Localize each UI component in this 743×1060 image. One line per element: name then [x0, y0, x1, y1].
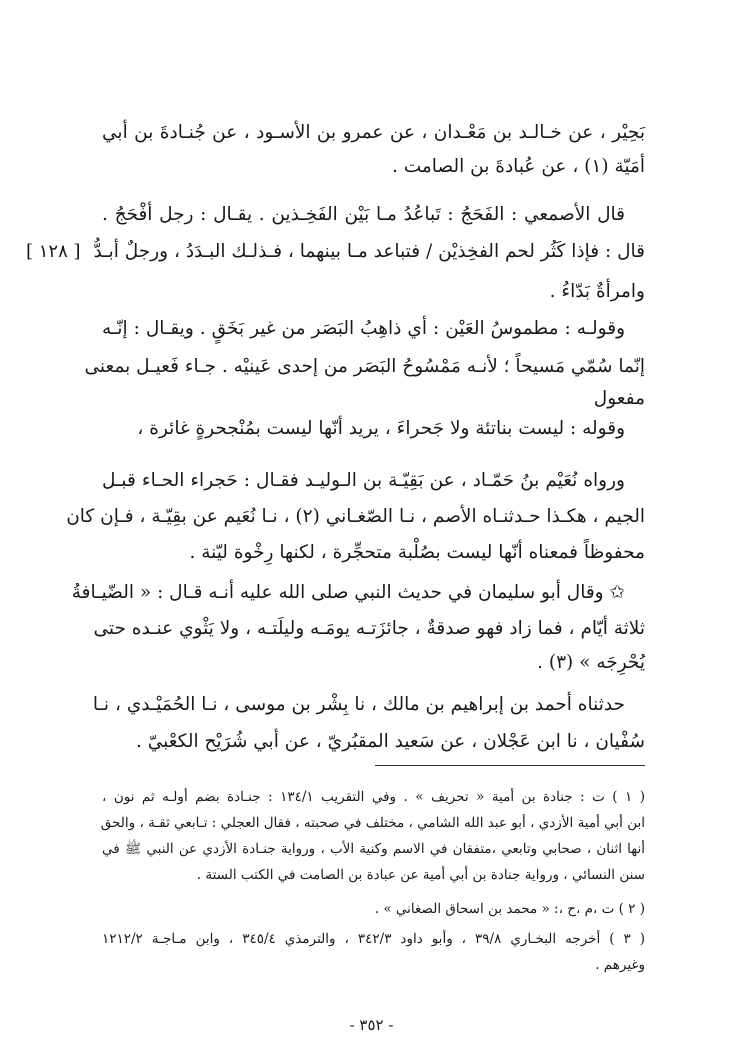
body-line: حدثناه أحمد بن إبراهيم بن مالك ، نا بِشْر بن موسى ، نـا الحُمَيْـدي ، نـا — [92, 694, 625, 715]
footnote-line: ( ٢ ) ت ،م ،ح ،: « محمد بن اسحاق الصغاني » . — [374, 901, 645, 917]
footnote-line: ( ١ ) ت : جنادة بن أمية « تحريف » . وفي التقريب ١٣٤/١ : جنـادة بضم أولـه ثم نون ، — [102, 789, 646, 805]
footnote-line: ابن أبي أمية الأزدي ، أبو عبد الله الشامي ، مختلف في صحبته ، فقال العجلي : تـابعي ثقـة ، والحق — [100, 815, 645, 831]
footnote-line: سنن النسائي ، ورواية جنادة بن أبي أمية عن عبادة بن الصامت في الكتب الستة . — [196, 867, 645, 883]
body-line: قال الأصمعي : الفَحَجُ : تَباعُدُ مـا بَيْن الفَخِـذين . يقـال : رجل أفْحَجُ . — [102, 204, 625, 225]
body-line: يُحْرِجَه » (٣) . — [537, 652, 645, 673]
body-line: إنّما سُمّي مَسيحاً ؛ لأنـه مَمْسُوحُ البَصَر من إحدى عَينيْه . جـاء فَعيـل بمعنى — [84, 356, 645, 377]
body-line: سُفْيان ، نا ابن عَجْلان ، عن سَعيد المقبُريّ ، عن أبي شُرَيْح الكعْبيّ . — [135, 731, 645, 752]
footnote-line: أنها اثنان ، صحابي وتابعي ،متفقان في الاسم وكنية الأب ، ورواية جنـادة الأزدي عن النبي ﷺ في — [102, 841, 645, 857]
body-line: محفوظاً فمعناه أنّها ليست بصُلْبة متحجِّرة ، لكنها رِخْوة ليّنة . — [189, 542, 645, 563]
body-line: وقوله : ليست بناتئة ولا جَحراءَ ، يريد أنّها ليست بمُنْجحرةٍ غائرة ، — [137, 418, 625, 439]
body-line: وامرأةٌ بَدّاءُ . — [549, 281, 645, 302]
footnote-separator — [375, 765, 645, 766]
body-line: الجيم ، هكـذا حـدثنـاه الأصم ، نـا الصّغـاني (٢) ، نـا نُعَيم عن بقِيّـة ، فـإن كان — [66, 506, 645, 527]
body-line: أمَيّة (١) ، عن عُبادةَ بن الصامت . — [391, 156, 645, 177]
body-line: وقولـه : مطموسُ العَيْن : أي ذاهِبُ البَصَر من غير بَخَقٍ . ويقـال : إنّـه — [102, 318, 625, 339]
page-number: - ٣٥٢ - — [349, 1016, 394, 1034]
margin-page-marker: [ ١٢٨ ] — [26, 241, 81, 262]
body-line: ثلاثة أيّام ، فما زاد فهو صدقةٌ ، جائزَتـه يومَـه وليلَتـه ، ولا يَثْوي عنـده حتى — [93, 618, 645, 639]
body-line: ورواه نُعَيْم بنُ حَمّـاد ، عن بَقِيّـة بن الـوليـد فقـال : حَجراء الحـاء قبـل — [102, 470, 625, 491]
body-line: بَحِيْر ، عن خـالـد بن مَعْـدان ، عن عمرو بن الأسـود ، عن جُنـادةَ بن أبي — [102, 122, 645, 143]
footnote-line: ( ٣ ) أخرجه البخـاري ٣٩/٨ ، وأبو داود ٣٤٢/٣ ، والترمذي ٣٤٥/٤ ، وابن مـاجـة ١٢١٢/٢ — [102, 931, 645, 947]
body-line: قال : فإذا كَثُر لحم الفخِذيْن / فتباعد مـا بينهما ، فـذلـك البـدَدُ ، ورجلٌ أبـدُّ — [93, 241, 645, 262]
body-line: مفعول — [593, 388, 645, 409]
footnote-line: وغيرهم . — [595, 957, 645, 973]
body-line: ✩ وقال أبو سليمان في حديث النبي صلى الله عليه أنـه قـال : « الضّيـافةُ — [71, 582, 625, 603]
